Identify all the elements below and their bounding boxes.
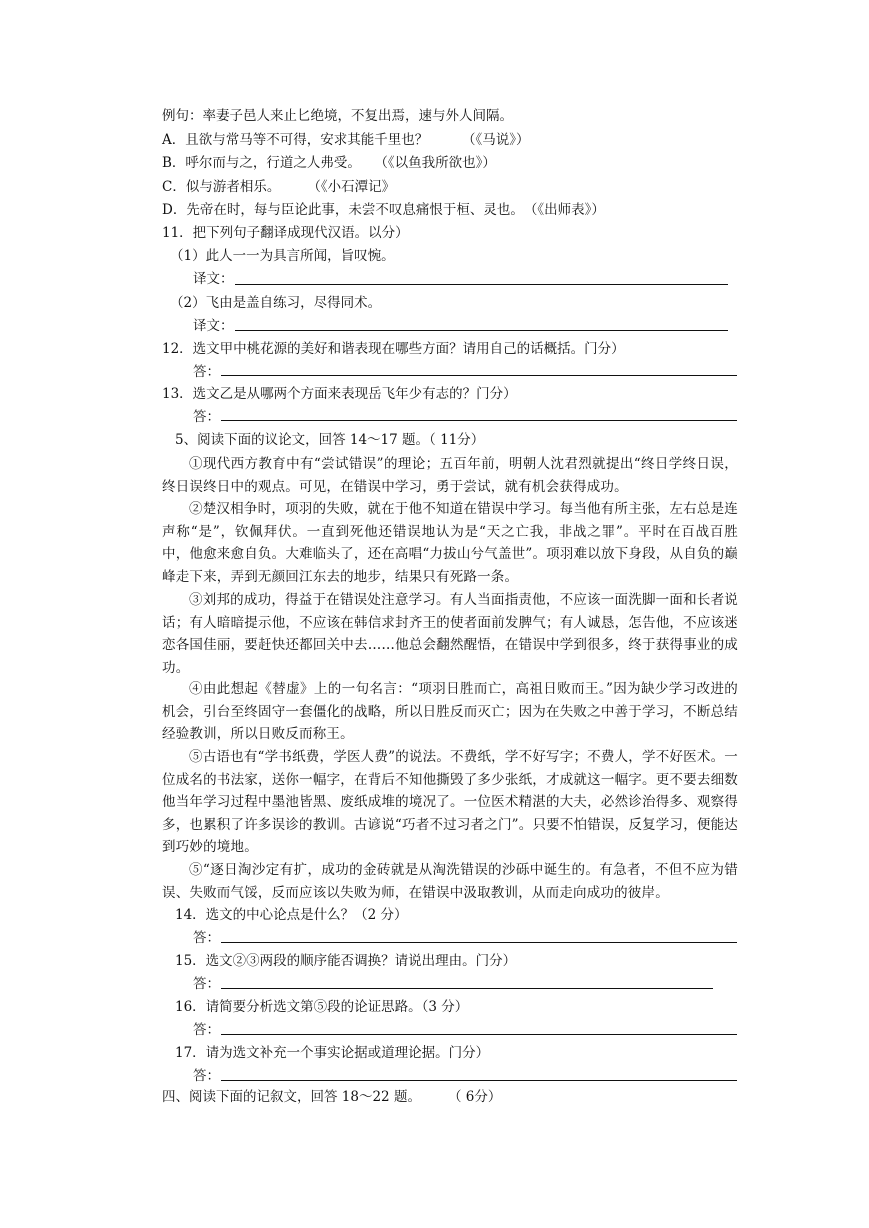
essay-paragraph-3: ③刘邦的成功，得益于在错误处注意学习。有人当面指责他，不应该一面洗脚一面和长者说话；有人暗暗提示他，不应该在韩信求封齐王的使者面前发脾气；有人诚恳，怎告他，不应该迷恋各国佳丽，要赶快还都回关中去……他总会翻然醒悟，在错误中学到很多，终于获得事业的成功。: [162, 592, 738, 676]
answer-line-11-1[interactable]: [235, 284, 728, 285]
question-16: 16．请简要分析选文第⑤段的论证思路。（3 分）: [175, 999, 469, 1015]
section-5-heading: 5、阅读下面的议论文，回答 14～17 题。（ 11分）: [175, 432, 485, 448]
answer-label-17: 答：: [193, 1068, 220, 1084]
question-17: 17．请为选文补充一个事实论据或道理论据。门分）: [175, 1045, 490, 1061]
question-11: 11．把下列句子翻译成现代汉语。以分）: [162, 225, 409, 241]
answer-label-14: 答：: [193, 930, 220, 946]
question-13: 13．选文乙是从哪两个方面来表现岳飞年少有志的？门分）: [162, 386, 517, 402]
essay-paragraph-2: ②楚汉相争时，项羽的失败，就在于他不知道在错误中学习。每当他有所主张，左右总是连声称“是”，钦佩拜伏。一直到死他还错误地认为是“天之亡我，非战之罪”。平时在百战百胜中，他愈来愈自负。大难临头了，还在高唱“力拔山兮气盖世”。项羽难以放下身段，从自负的巅峰走下来，弄到无颜回江东去的地步，结果只有死路一条。: [162, 501, 738, 585]
translation-label-2: 译文：: [193, 318, 234, 334]
question-15: 15．选文②③两段的顺序能否调换？请说出理由。门分）: [175, 953, 517, 969]
answer-label-12: 答：: [193, 364, 220, 380]
question-12: 12．选文甲中桃花源的美好和谐表现在哪些方面？请用自己的话概括。门分）: [162, 341, 625, 357]
option-c: C．似与游者相乐。 （《小石潭记》: [162, 179, 396, 195]
option-a: A．且欲与常马等不可得，安求其能千里也？ （《马说》）: [162, 132, 530, 148]
answer-line-15[interactable]: [221, 988, 713, 989]
answer-line-17[interactable]: [221, 1080, 737, 1081]
essay-paragraph-5: ⑤古语也有“学书纸费，学医人费”的说法。不费纸，学不好写字；不费人，学不好医术。一位成名的书法家，送你一幅字，在背后不知他撕毁了多少张纸，才成就这一幅字。更不要去细数他当年学习过程中墨池皆黑、废纸成堆的境况了。一位医术精湛的大夫，必然诊治得多、观察得多，也累积了许多误诊的教训。古谚说“巧者不过习者之门”。只要不怕错误，反复学习，便能达到巧妙的境地。: [162, 749, 738, 856]
answer-label-16: 答：: [193, 1022, 220, 1038]
option-d: D．先帝在时，每与臣论此事，未尝不叹息痛恨于桓、灵也。 （《出师表》）: [162, 202, 605, 218]
answer-line-13[interactable]: [221, 420, 737, 421]
essay-paragraph-6: ⑤“逐日淘沙定有扩，成功的金砖就是从淘洗错误的沙砾中诞生的。有急者，不但不应为错误、失败而气馁，反而应该以失败为师，在错误中汲取教训，从而走向成功的彼岸。: [162, 862, 738, 901]
question-14: 14．选文的中心论点是什么？（2 分）: [175, 907, 408, 923]
question-11-part-1: （1）此人一一为具言所闻，旨叹惋。: [170, 248, 395, 264]
answer-line-14[interactable]: [221, 942, 737, 943]
answer-label-15: 答：: [193, 976, 220, 992]
answer-line-16[interactable]: [221, 1034, 737, 1035]
translation-label-1: 译文：: [193, 271, 234, 287]
essay-paragraph-1: ①现代西方教育中有“尝试错误”的理论；五百年前，明朝人沈君烈就提出“终日学终日误，终日误终日中的观点。可见，在错误中学习，勇于尝试，就有机会获得成功。: [162, 456, 738, 495]
section-4-heading: 四、阅读下面的记叙文，回答 18～22 题。 （ 6分）: [162, 1089, 502, 1105]
question-11-part-2: （2）飞由是盖自练习，尽得同术。: [170, 295, 382, 311]
example-sentence: 例句：率妻子邑人来止匕绝境，不复出焉，速与外人间隔。: [162, 108, 513, 124]
answer-line-11-2[interactable]: [235, 330, 728, 331]
answer-label-13: 答：: [193, 409, 220, 425]
answer-line-12[interactable]: [221, 375, 737, 376]
option-b: B．呼尔而与之，行道之人弗受。 （《以鱼我所欲也》）: [162, 155, 496, 171]
essay-paragraph-4: ④由此想起《替虚》上的一句名言：“项羽日胜而亡，高祖日败而王。”因为缺少学习改进的机会，引台至终固守一套僵化的战略，所以日胜反而灭亡；因为在失败之中善于学习，不断总结经验教训，所以日败反而称王。: [162, 681, 738, 743]
